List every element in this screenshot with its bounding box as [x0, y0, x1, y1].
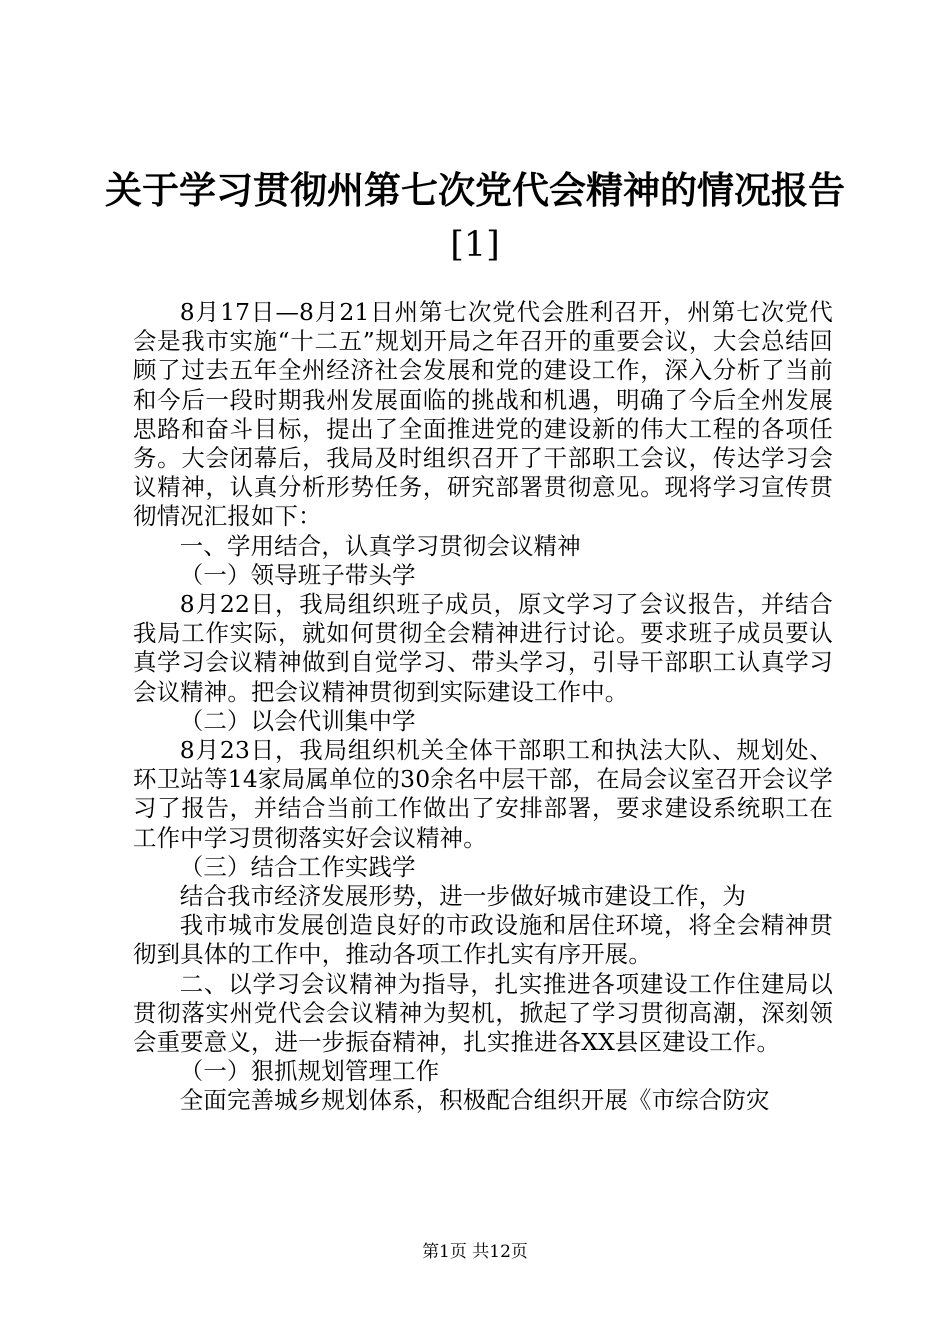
document-title: 关于学习贯彻州第七次党代会精神的情况报告	[105, 168, 845, 212]
document-body	[133, 298, 833, 1116]
subsection-heading-1-2: （二）以会代训集中学	[179, 706, 416, 735]
subsection-heading-2-1: （一）狠抓规划管理工作	[179, 1057, 440, 1086]
paragraph-1-1: 8月22日，我局组织班子成员，原文学习了会议报告，并结合我局工作实际，就如何贯彻全会精神进行讨论。要求班子成员要认真学习会议精神做到自觉学习、带头学习，引导干部职工认真学习会议精神。把会议精神贯彻到实际建设工作中。	[133, 590, 833, 706]
section-heading-1: 一、学用结合，认真学习贯彻会议精神	[179, 531, 581, 560]
paragraph-1-2: 8月23日，我局组织机关全体干部职工和执法大队、规划处、环卫站等14家局属单位的30余名中层干部，在局会议室召开会议学习了报告，并结合当前工作做出了安排部署，要求建设系统职工在工作中学习贯彻落实好会议精神。	[133, 736, 833, 852]
section-heading-2: 二、以学习会议精神为指导，扎实推进各项建设工作住建局以贯彻落实州党代会会议精神为契机，掀起了学习贯彻高潮，深刻领会重要意义，进一步振奋精神，扎实推进各XX县区建设工作。	[133, 969, 833, 1057]
document-title-suffix: [1]	[450, 225, 500, 265]
page-number-footer: 第1页 共12页	[422, 1242, 528, 1262]
paragraph-1-3a: 结合我市经济发展形势，进一步做好城市建设工作，为	[179, 882, 746, 911]
paragraph-2-1: 全面完善城乡规划体系，积极配合组织开展《市综合防灾	[179, 1086, 770, 1115]
subsection-heading-1-3: （三）结合工作实践学	[179, 852, 416, 881]
paragraph-1-3b: 我市城市发展创造良好的市政设施和居住环境，将全会精神贯彻到具体的工作中，推动各项工作扎实有序开展。	[133, 911, 833, 969]
subsection-heading-1-1: （一）领导班子带头学	[179, 560, 416, 589]
paragraph-intro: 8月17日—8月21日州第七次党代会胜利召开，州第七次党代会是我市实施“十二五”规划开局之年召开的重要会议，大会总结回顾了过去五年全州经济社会发展和党的建设工作，深入分析了当前和今后一段时期我州发展面临的挑战和机遇，明确了今后全州发展思路和奋斗目标，提出了全面推进党的建设新的伟大工程的各项任务。大会闭幕后，我局及时组织召开了干部职工会议，传达学习会议精神，认真分析形势任务，研究部署贯彻意见。现将学习宣传贯彻情况汇报如下：	[133, 298, 833, 531]
